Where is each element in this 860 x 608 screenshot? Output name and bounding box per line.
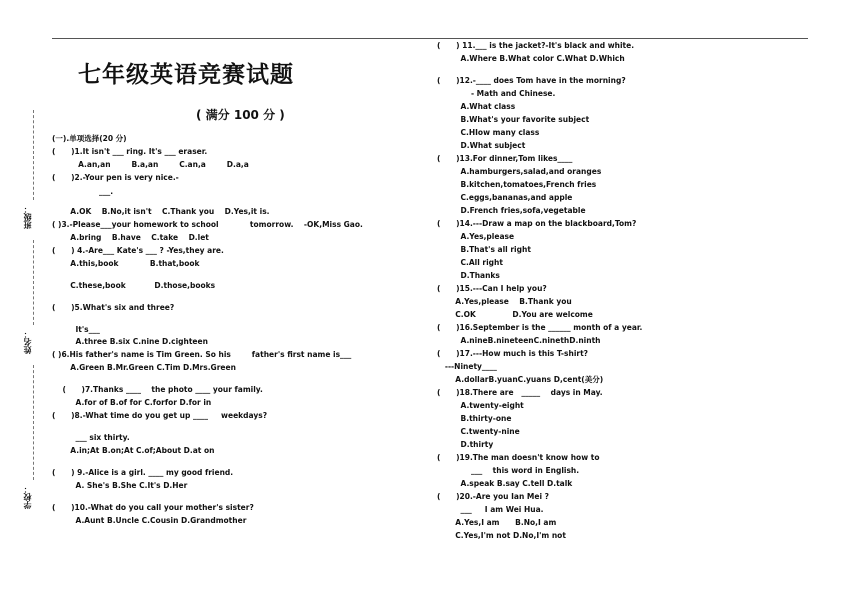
right-line: ( )20.-Are you Ian Mei ? (437, 492, 549, 501)
left-line: ( )8.-What time do you get up ____ weekdays? (52, 411, 268, 420)
right-line: ( )15.---Can I help you? (437, 284, 547, 293)
right-line: ( ) 11.___ is the jacket?-It's black and white. (437, 41, 635, 50)
right-line: C.HIow many class (437, 128, 540, 137)
right-line: ( )12.-____ does Tom have in the morning? (437, 76, 626, 85)
left-line: A.three B.six C.nine D.cighteen (52, 337, 208, 346)
binding-line (33, 110, 34, 200)
left-line: A.an,an B.a,an C.an,a D.a,a (52, 160, 249, 169)
right-line: C.All right (437, 258, 503, 267)
left-line: ( )5.What's six and three? (52, 303, 175, 312)
right-line: B.What's your favorite subject (437, 115, 590, 124)
right-line: D.Thanks (437, 271, 500, 280)
left-line: ( ) 9.-Alice is a girl. ____ my good friend. (52, 468, 234, 477)
right-line: ___ this word in English. (437, 466, 580, 475)
class-label: 班级： (23, 205, 32, 229)
right-line: A.twenty-eight (437, 401, 524, 410)
right-line: D.What subject (437, 141, 526, 150)
right-line: D.thirty (437, 440, 494, 449)
right-line: A.Yes,please (437, 232, 515, 241)
left-line: ( )1.It isn't ___ ring. It's ___ eraser. (52, 147, 208, 156)
right-line: D.French fries,sofa,vegetable (437, 206, 586, 215)
left-line: ___ six thirty. (52, 433, 130, 442)
left-line: ( ) 4.-Are___ Kate's ___ ? -Yes,they are. (52, 246, 224, 255)
left-line: C.these,book D.those,books (52, 281, 216, 290)
name-label: 姓名： (23, 330, 32, 354)
left-line: A.in;At B.on;At C.of;About D.at on (52, 446, 215, 455)
left-line: It's___ (52, 325, 100, 334)
left-line: A.bring B.have C.take D.let (52, 233, 209, 242)
left-line: ___. (52, 187, 114, 196)
right-line: A.dollarB.yuanC.yuans D,cent(美分) (437, 375, 604, 384)
binding-line (33, 240, 34, 325)
right-line: A.What class (437, 102, 516, 111)
left-line: ( )10.-What do you call your mother's sister? (52, 503, 254, 512)
right-line: ___ I am Wei Hua. (437, 505, 544, 514)
right-line: ( )18.There are _____ days in May. (437, 388, 603, 397)
right-line: ( )19.The man doesn't know how to (437, 453, 600, 462)
total-score: ( 满分 100 分 ) (196, 108, 285, 122)
right-line: ( )16.September is the ______ month of a year. (437, 323, 643, 332)
right-line: B.That's all right (437, 245, 531, 254)
right-line: A.Yes,I am B.No,I am (437, 518, 557, 527)
right-line: B.kitchen,tomatoes,French fries (437, 180, 597, 189)
left-line: ( )3.-Please___your homework to school tomorrow. -OK,Miss Gao. (52, 220, 363, 229)
right-line: A.nineB.nineteenC.ninethD.ninth (437, 336, 601, 345)
right-line: B.thirty-one (437, 414, 512, 423)
right-line: C.twenty-nine (437, 427, 520, 436)
right-line: ( )14.---Draw a map on the blackboard,Tom? (437, 219, 637, 228)
left-line: A.OK B.No,it isn't C.Thank you D.Yes,it is. (52, 207, 270, 216)
right-line: A.Yes,please B.Thank you (437, 297, 572, 306)
right-line: A.Where B.What color C.What D.Which (437, 54, 625, 63)
left-line: ( )2.-Your pen is very nice.- (52, 173, 179, 182)
right-line: ( )17.---How much is this T-shirt? (437, 349, 589, 358)
left-line: A.for of B.of for C.forfor D.for in (52, 398, 212, 407)
right-line: A.speak B.say C.tell D.talk (437, 479, 573, 488)
left-line: ( )7.Thanks ____ the photo ____ your family. (52, 385, 263, 394)
left-line: ( )6.His father's name is Tim Green. So his father's first name is___ (52, 350, 352, 359)
exam-title: 七年级英语竞赛试题 (78, 62, 294, 88)
school-label: 学校： (23, 485, 32, 509)
left-line: A.Aunt B.Uncle C.Cousin D.Grandmother (52, 516, 247, 525)
right-line: ( )13.For dinner,Tom likes____ (437, 154, 573, 163)
binding-line (33, 365, 34, 480)
right-line: ---Ninety____ (437, 362, 497, 371)
right-line: - Math and Chinese. (437, 89, 556, 98)
right-line: A.hamburgers,salad,and oranges (437, 167, 602, 176)
left-line: A. She's B.She C.It's D.Her (52, 481, 188, 490)
right-line: C.eggs,bananas,and apple (437, 193, 573, 202)
top-rule (52, 38, 808, 39)
section-heading: (一).单项选择(20 分) (52, 134, 127, 143)
right-line: C.OK D.You are welcome (437, 310, 593, 319)
left-line: A.this,book B.that,book (52, 259, 200, 268)
left-line: A.Green B.Mr.Green C.Tim D.Mrs.Green (52, 363, 236, 372)
right-line: C.Yes,I'm not D.No,I'm not (437, 531, 566, 540)
